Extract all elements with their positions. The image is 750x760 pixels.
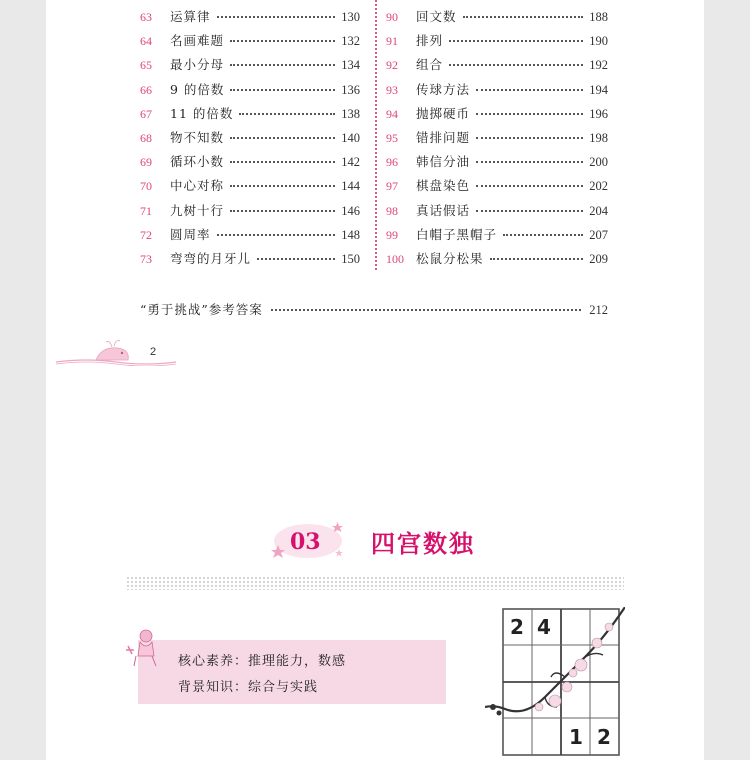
toc-entry-number: 68	[140, 130, 152, 145]
toc-entry-page: 209	[589, 251, 608, 266]
toc-entry-number: 72	[140, 227, 152, 242]
girl-mascot-icon	[122, 626, 166, 670]
toc-entry-number: 69	[140, 155, 152, 170]
toc-entry[interactable]	[140, 80, 360, 104]
leader-dots	[230, 137, 335, 139]
toc-entry[interactable]	[386, 128, 608, 152]
leader-dots	[449, 40, 583, 42]
toc-entry-page: 138	[341, 106, 360, 121]
toc-entry-page: 134	[341, 58, 360, 73]
toc-entry-page: 198	[589, 130, 608, 145]
toc-entry-number: 92	[386, 58, 398, 73]
toc-entry-number: 94	[386, 106, 398, 121]
toc-entry[interactable]	[386, 152, 608, 176]
leader-dots	[503, 234, 583, 236]
toc-entry-title: 九树十行	[170, 202, 225, 218]
sudoku-digit: 1	[569, 725, 583, 749]
leader-dots	[230, 64, 335, 66]
toc-entry-title: 回文数	[416, 9, 457, 24]
toc-entry-number: 64	[140, 34, 152, 49]
toc-entry-page: 202	[589, 179, 608, 194]
leader-dots	[217, 16, 336, 18]
sudoku-digit: 4	[537, 615, 551, 639]
toc-entry-page: 192	[589, 58, 608, 73]
chapter-title: 四宫数独	[371, 529, 475, 558]
toc-entry-number: 63	[140, 10, 152, 24]
toc-entry-title: “勇于挑战”参考答案	[140, 302, 263, 317]
toc-entry-title: 棋盘染色	[416, 178, 471, 194]
toc-entry-page: 188	[589, 10, 608, 24]
leader-dots	[230, 185, 335, 187]
toc-entry-title: 中心对称	[170, 178, 225, 194]
toc-entry-number: 95	[386, 130, 398, 145]
toc-entry[interactable]	[140, 176, 360, 200]
toc-entry[interactable]	[140, 7, 360, 31]
column-divider	[375, 0, 377, 270]
toc-entry[interactable]	[386, 31, 608, 55]
toc-entry[interactable]	[386, 176, 608, 200]
sudoku-digit: 2	[597, 725, 611, 749]
toc-entry-page: 204	[589, 203, 608, 218]
toc-entry-number: 98	[386, 203, 398, 218]
toc-entry-title: 11 的倍数	[170, 105, 234, 121]
toc-entry[interactable]	[140, 31, 360, 55]
toc-entry-title: 圆周率	[170, 226, 211, 242]
toc-entry[interactable]	[386, 201, 608, 225]
leader-dots	[449, 64, 583, 66]
toc-entry-title: 韩信分油	[416, 154, 471, 170]
toc-entry-title: 循环小数	[170, 154, 225, 170]
leader-dots	[230, 89, 335, 91]
leader-dots	[217, 234, 336, 236]
leader-dots	[230, 210, 335, 212]
background-knowledge-text: 背景知识：综合与实践	[178, 680, 319, 695]
sudoku-digit: 2	[510, 615, 524, 639]
toc-entry[interactable]	[140, 201, 360, 225]
chapter-heading	[270, 518, 510, 568]
whale-decoration-icon	[56, 336, 176, 366]
leader-dots	[463, 16, 584, 18]
toc-entry[interactable]	[386, 225, 608, 249]
toc-entry-title: 弯弯的月牙儿	[170, 250, 252, 266]
toc-column-right	[386, 7, 608, 273]
toc-entry-title: 9 的倍数	[170, 81, 225, 97]
toc-entry[interactable]	[386, 104, 608, 128]
toc-entry-title: 运算律	[170, 9, 211, 24]
toc-entry-page: 150	[341, 251, 360, 266]
toc-entry-number: 70	[140, 179, 152, 194]
toc-entry[interactable]	[140, 104, 360, 128]
toc-entry-page: 200	[589, 155, 608, 170]
toc-entry[interactable]	[140, 225, 360, 249]
toc-entry-number: 91	[386, 34, 398, 49]
toc-entry-number: 99	[386, 227, 398, 242]
toc-entry-title: 名画难题	[170, 33, 225, 49]
leader-dots	[476, 161, 583, 163]
leader-dots	[230, 161, 335, 163]
toc-entry[interactable]	[140, 128, 360, 152]
chapter-number: 03	[290, 529, 321, 555]
leader-dots	[476, 113, 583, 115]
toc-entry-page: 144	[341, 179, 360, 194]
sudoku-illustration	[485, 607, 625, 757]
toc-entry-page: 207	[589, 227, 608, 242]
toc-entry-title: 组合	[416, 57, 444, 73]
toc-entry-title: 传球方法	[416, 81, 471, 97]
toc-entry-number: 67	[140, 106, 152, 121]
toc-entry[interactable]	[140, 249, 360, 273]
leader-dots	[476, 185, 583, 187]
toc-entry[interactable]	[386, 249, 608, 273]
toc-entry-page: 212	[589, 303, 608, 317]
toc-entry-answers[interactable]	[140, 300, 608, 318]
toc-entry[interactable]	[386, 7, 608, 31]
leader-dots	[230, 40, 335, 42]
toc-entry-title: 真话假话	[416, 202, 471, 218]
leader-dots	[490, 258, 584, 260]
toc-entry-number: 97	[386, 179, 398, 194]
toc-entry-number: 96	[386, 155, 398, 170]
toc-entry-number: 90	[386, 10, 398, 24]
info-box	[138, 640, 446, 704]
toc-entry-page: 196	[589, 106, 608, 121]
toc-entry[interactable]	[140, 55, 360, 79]
toc-entry-title: 松鼠分松果	[416, 250, 484, 266]
leader-dots	[476, 89, 583, 91]
toc-entry-page: 190	[589, 34, 608, 49]
core-literacy-text: 核心素养：推理能力，数感	[178, 654, 347, 669]
toc-entry-title: 排列	[416, 33, 444, 49]
toc-entry-page: 130	[341, 10, 360, 24]
toc-entry-number: 66	[140, 82, 152, 97]
leader-dots	[476, 210, 583, 212]
toc-entry-number: 93	[386, 82, 398, 97]
toc-column-left	[140, 7, 360, 273]
toc-entry-page: 142	[341, 155, 360, 170]
toc-entry-number: 73	[140, 251, 152, 266]
toc-entry-page: 136	[341, 82, 360, 97]
leader-dots	[257, 258, 335, 260]
toc-entry-title: 物不知数	[170, 129, 225, 145]
page	[46, 0, 704, 760]
leader-dots	[476, 137, 583, 139]
toc-entry-number: 71	[140, 203, 152, 218]
toc-entry-page: 146	[341, 203, 360, 218]
toc-entry[interactable]	[386, 80, 608, 104]
table-of-contents	[46, 0, 704, 290]
toc-entry-page: 194	[589, 82, 608, 97]
leader-dots	[239, 113, 335, 115]
toc-entry-page: 140	[341, 130, 360, 145]
toc-entry-title: 最小分母	[170, 57, 225, 73]
toc-entry-title: 错排问题	[416, 129, 471, 145]
toc-entry-page: 148	[341, 227, 360, 242]
toc-entry[interactable]	[140, 152, 360, 176]
toc-entry-number: 100	[386, 251, 404, 266]
toc-entry-title: 白帽子黑帽子	[416, 226, 498, 242]
leader-dots	[271, 309, 581, 311]
toc-entry-title: 抛掷硬币	[416, 105, 471, 121]
dotted-separator	[126, 576, 624, 590]
page-number: 2	[150, 346, 157, 358]
toc-entry[interactable]	[386, 55, 608, 79]
toc-entry-page: 132	[341, 34, 360, 49]
toc-entry-number: 65	[140, 58, 152, 73]
